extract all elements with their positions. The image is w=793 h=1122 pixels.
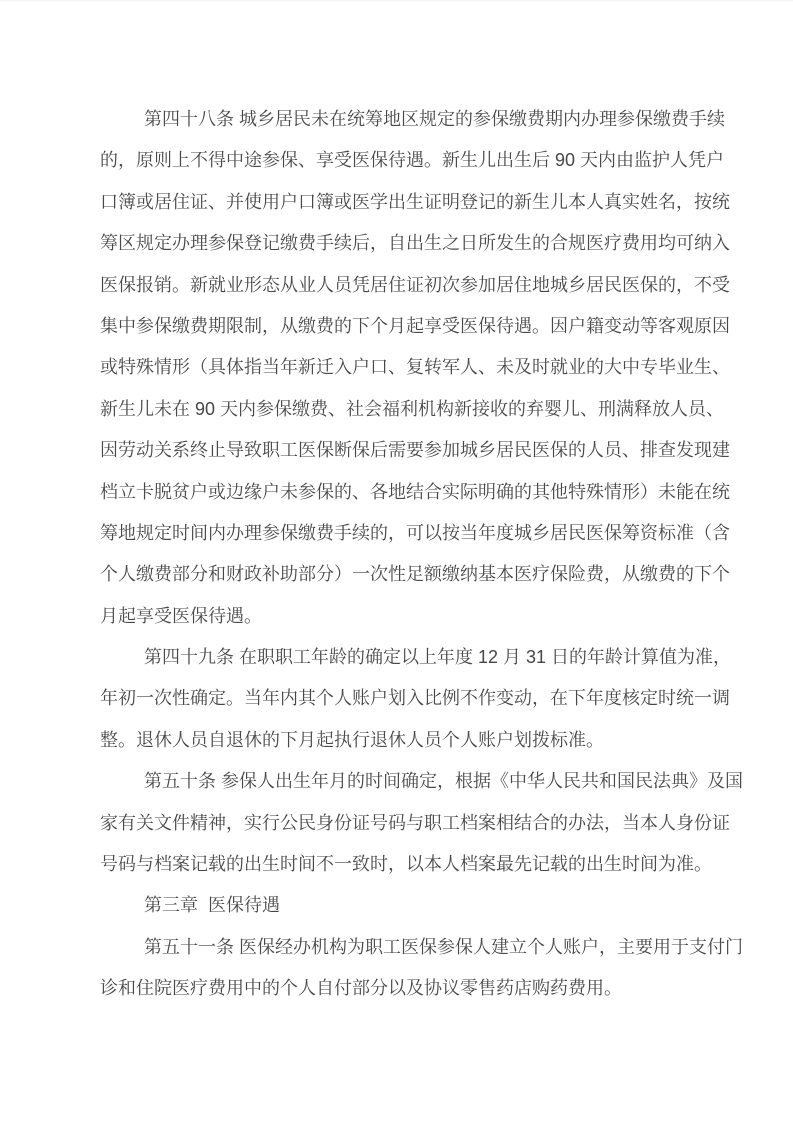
article-48-line: 筹区规定办理参保登记缴费手续后，自出生之日所发生的合规医疗费用均可纳入 <box>100 233 730 254</box>
article-49 <box>100 637 732 761</box>
article-50-line: 号码与档案记载的出生时间不一致时，以本人档案最先记载的出生时间为准。 <box>100 854 712 875</box>
chapter-heading-line: 第三章 医保待遇 <box>144 895 281 916</box>
article-48-line: 新生儿未在 90 天内参保缴费、社会福利机构新接收的弃婴儿、刑满释放人员、 <box>100 398 725 419</box>
article-48-line: 集中参保缴费期限制，从缴费的下个月起享受医保待遇。因户籍变动等客观原因 <box>100 315 730 336</box>
article-51 <box>100 927 743 1010</box>
article-48 <box>100 99 730 637</box>
article-50-line: 第五十条 参保人出生年月的时间确定，根据《中华人民共和国民法典》及国 <box>144 771 743 792</box>
article-48-line: 或特殊情形（具体指当年新迁入户口、复转军人、未及时就业的大中专毕业生、 <box>100 357 730 378</box>
article-48-line: 月起享受医保待遇。 <box>100 605 262 626</box>
article-48-line: 第四十八条 城乡居民未在统筹地区规定的参保缴费期内办理参保缴费手续 <box>144 109 725 129</box>
article-48-line: 档立卡脱贫户或边缘户未参保的、各地结合实际明确的其他特殊情形）未能在统 <box>100 481 730 502</box>
article-49-line: 第四十九条 在职职工年龄的确定以上年度 12 月 31 日的年龄计算值为准， <box>144 647 732 668</box>
article-50-line: 家有关文件精神，实行公民身份证号码与职工档案相结合的办法，当本人身份证 <box>100 812 730 833</box>
article-48-line: 的，原则上不得中途参保、享受医保待遇。新生儿出生后 90 天内由监护人凭户 <box>100 150 725 171</box>
article-49-line: 年初一次性确定。当年内其个人账户划入比例不作变动，在下年度核定时统一调 <box>100 688 730 709</box>
article-50 <box>100 761 743 885</box>
article-48-line: 口簿或居住证、并使用户口簿或医学出生证明登记的新生儿本人真实姓名，按统 <box>100 191 730 212</box>
chapter-3-heading <box>100 885 708 926</box>
article-48-line: 筹地规定时间内办理参保缴费手续的，可以按当年度城乡居民医保筹资标准（含 <box>100 522 730 543</box>
article-48-line: 因劳动关系终止导致职工医保断保后需要参加城乡居民医保的人员、排查发现建 <box>100 440 730 461</box>
document-body <box>100 99 743 1010</box>
article-48-line: 医保报销。新就业形态从业人员凭居住证初次参加居住地城乡居民医保的，不受 <box>100 274 730 295</box>
article-49-line: 整。退休人员自退休的下月起执行退休人员个人账户划拨标准。 <box>100 729 604 750</box>
article-48-line: 个人缴费部分和财政补助部分）一次性足额缴纳基本医疗保险费，从缴费的下个 <box>100 564 730 585</box>
article-51-line: 诊和住院医疗费用中的个人自付部分以及协议零售药店购药费用。 <box>100 978 622 999</box>
article-51-line: 第五十一条 医保经办机构为职工医保参保人建立个人账户，主要用于支付门 <box>144 936 743 957</box>
page-top-edge <box>0 0 793 1</box>
